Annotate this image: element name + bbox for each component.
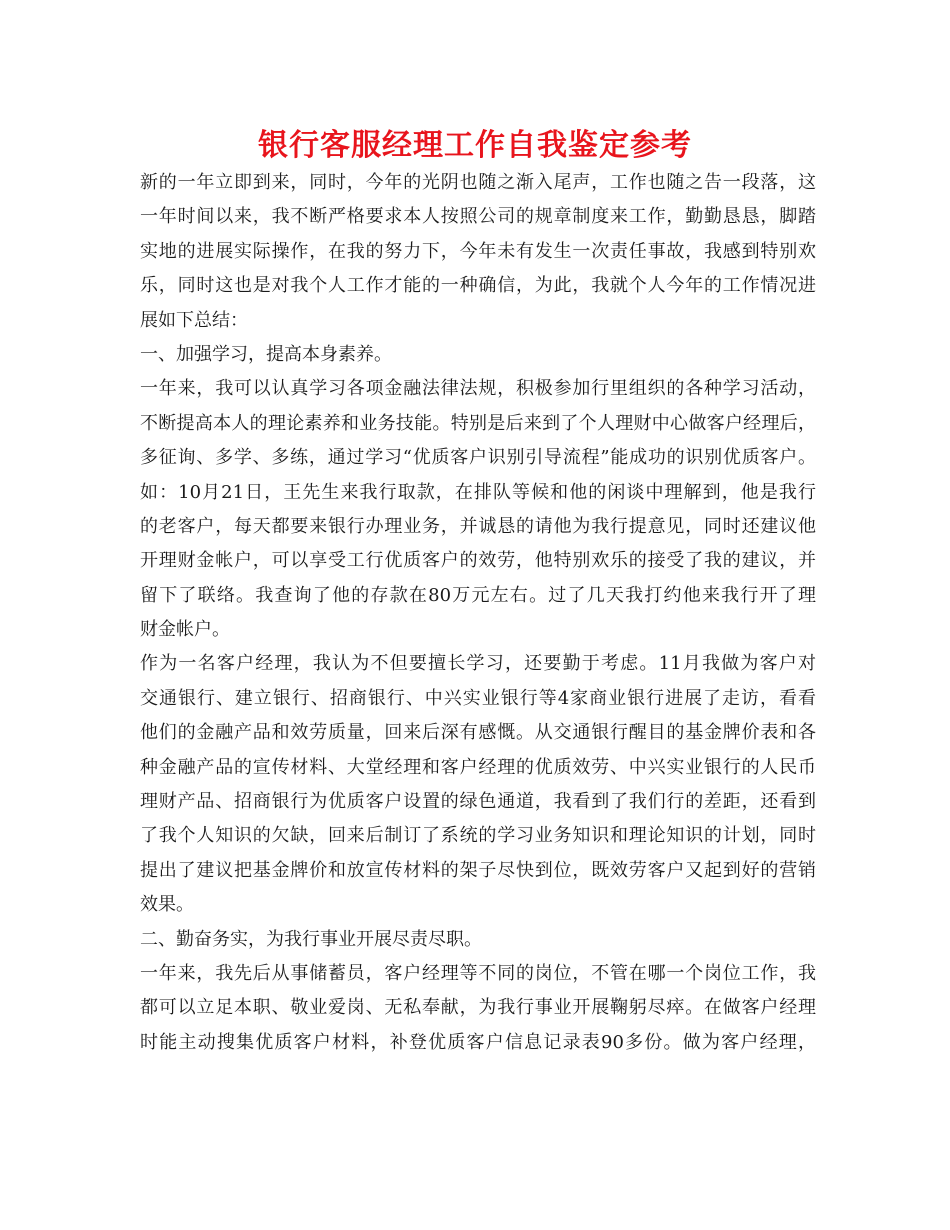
paragraph-line: 时能主动搜集优质客户材料，补登优质客户信息记录表90多份。做为客户经理，: [140, 1031, 816, 1053]
paragraph-line: 的老客户，每天都要来银行办理业务，并诚恳的请他为我行提意见，同时还建议他: [140, 515, 816, 537]
paragraph-line: 展如下总结：: [140, 309, 248, 331]
paragraph-line: 不断提高本人的理论素养和业务技能。特别是后来到了个人理财中心做客户经理后，: [140, 412, 816, 434]
paragraph-line: 交通银行、建立银行、招商银行、中兴实业银行等4家商业银行进展了走访，看看: [140, 687, 816, 709]
paragraph-line: 多征询、多学、多练，通过学习“优质客户识别引导流程”能成功的识别优质客户。: [140, 447, 816, 469]
paragraph-line: 一年来，我先后从事储蓄员，客户经理等不同的岗位，不管在哪一个岗位工作，我: [140, 962, 816, 984]
paragraph-line: 如：10月21日，王先生来我行取款，在排队等候和他的闲谈中理解到，他是我行: [140, 481, 816, 503]
paragraph-line: 实地的进展实际操作，在我的努力下，今年未有发生一次责任事故，我感到特别欢: [140, 240, 816, 262]
paragraph-line: 作为一名客户经理，我认为不但要擅长学习，还要勤于考虑。11月我做为客户对: [140, 653, 816, 675]
paragraph-line: 提出了建议把基金牌价和放宣传材料的架子尽快到位，既效劳客户又起到好的营销: [140, 859, 816, 881]
paragraph-line: 效果。: [140, 894, 194, 916]
paragraph-line: 种金融产品的宣传材料、大堂经理和客户经理的优质效劳、中兴实业银行的人民币: [140, 756, 816, 778]
paragraph-line: 新的一年立即到来，同时，今年的光阴也随之渐入尾声，工作也随之告一段落，这: [140, 172, 816, 193]
paragraph-line: 二、勤奋务实，为我行事业开展尽责尽职。: [140, 928, 482, 950]
paragraph-line: 一年来，我可以认真学习各项金融法律法规，积极参加行里组织的各种学习活动，: [140, 378, 816, 400]
paragraph-line: 财金帐户。: [140, 619, 230, 641]
document-title: 银行客服经理工作自我鉴定参考: [258, 128, 692, 163]
paragraph-line: 一年时间以来，我不断严格要求本人按照公司的规章制度来工作，勤勤恳恳，脚踏: [140, 206, 816, 228]
paragraph-line: 乐，同时这也是对我个人工作才能的一种确信，为此，我就个人今年的工作情况进: [140, 275, 816, 297]
paragraph-line: 他们的金融产品和效劳质量，回来后深有感慨。从交通银行醒目的基金牌价表和各: [140, 722, 816, 744]
paragraph-line: 留下了联络。我查询了他的存款在80万元左右。过了几天我打约他来我行开了理: [140, 584, 816, 606]
paragraph-line: 都可以立足本职、敬业爱岗、无私奉献，为我行事业开展鞠躬尽瘁。在做客户经理: [140, 997, 816, 1019]
paragraph-line: 开理财金帐户，可以享受工行优质客户的效劳，他特别欢乐的接受了我的建议，并: [140, 550, 816, 572]
paragraph-line: 理财产品、招商银行为优质客户设置的绿色通道，我看到了我们行的差距，还看到: [140, 791, 816, 813]
paragraph-line: 了我个人知识的欠缺，回来后制订了系统的学习业务知识和理论知识的计划，同时: [140, 825, 816, 847]
document-body: [140, 166, 816, 1060]
paragraph-line: 一、加强学习，提高本身素养。: [140, 343, 392, 365]
